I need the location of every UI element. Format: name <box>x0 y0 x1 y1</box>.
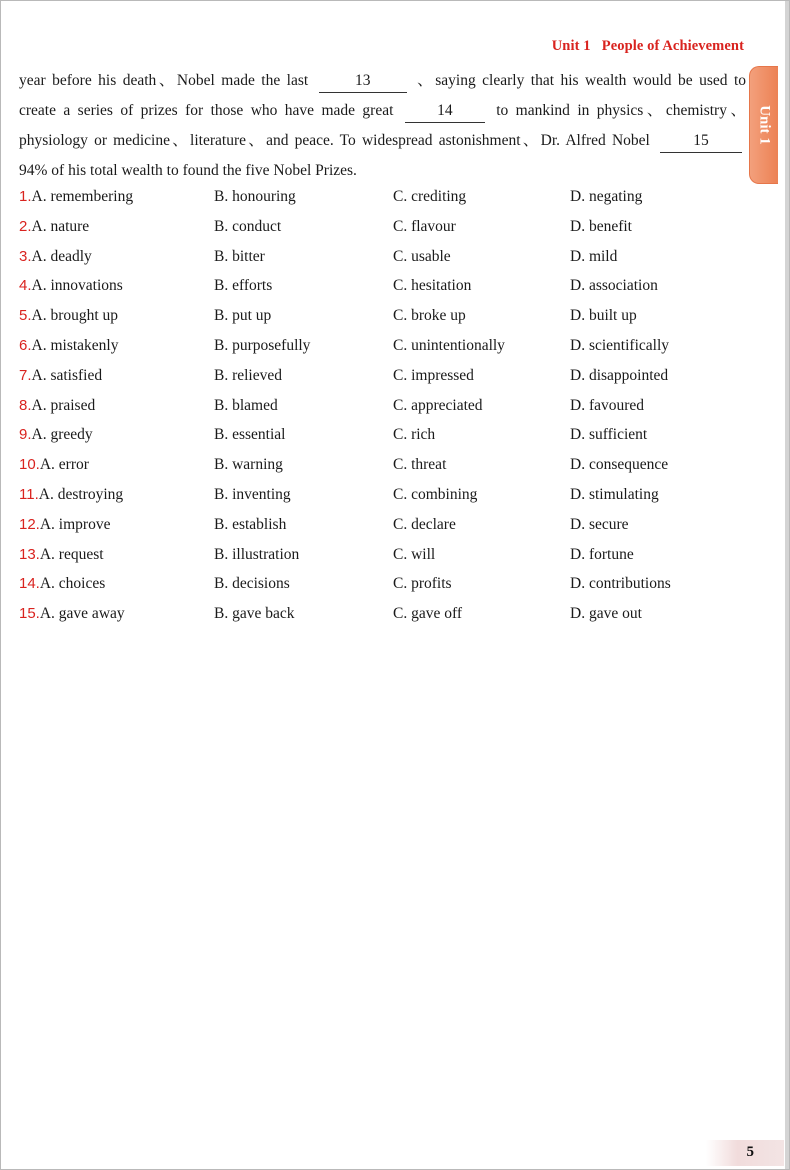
question-row <box>19 510 746 540</box>
option-a: 7.A. satisfied <box>19 366 103 384</box>
question-row <box>19 450 746 480</box>
side-tab-label: Unit 1 <box>756 105 773 145</box>
option-a: 2.A. nature <box>19 217 90 235</box>
question-number: 6. <box>19 336 32 354</box>
question-row <box>19 569 746 599</box>
passage-line-4: 94% of his total wealth to found the five Nobel Prizes. <box>19 162 357 179</box>
option-b: B. honouring <box>214 188 296 205</box>
question-row <box>19 182 746 212</box>
option-d: D. fortune <box>570 545 634 563</box>
question-number: 1. <box>19 188 32 205</box>
option-c: C. will <box>393 545 436 563</box>
question-number: 5. <box>19 307 32 325</box>
option-b: B. illustration <box>214 545 300 563</box>
option-c: C. usable <box>393 247 451 265</box>
option-a: 8.A. praised <box>19 396 96 414</box>
blank-14: 14 <box>405 100 485 123</box>
question-row <box>19 540 746 570</box>
unit-header <box>552 38 744 55</box>
question-number: 11. <box>19 485 39 503</box>
option-c: C. combining <box>393 485 478 503</box>
unit-title: People of Achievement <box>601 38 744 54</box>
question-number: 14. <box>19 575 40 593</box>
option-b: B. decisions <box>214 575 290 593</box>
option-b: B. warning <box>214 456 283 474</box>
option-d: D. sufficient <box>570 426 648 444</box>
question-row <box>19 242 746 272</box>
option-b: B. blamed <box>214 396 278 414</box>
option-c: C. rich <box>393 426 436 444</box>
option-d: D. disappointed <box>570 366 669 384</box>
question-number: 9. <box>19 426 32 444</box>
option-a: 9.A. greedy <box>19 426 93 444</box>
option-a: 1.A. remembering <box>19 188 134 205</box>
option-a: 3.A. deadly <box>19 247 92 265</box>
option-d: D. consequence <box>570 456 669 474</box>
option-d: D. contributions <box>570 575 671 593</box>
option-a: 14.A. choices <box>19 575 106 593</box>
option-b: B. purposefully <box>214 336 311 354</box>
option-c: C. impressed <box>393 366 474 384</box>
option-c: C. crediting <box>393 188 467 205</box>
blank-15: 15 <box>660 130 742 153</box>
question-number: 8. <box>19 396 32 414</box>
option-c: C. profits <box>393 575 452 593</box>
cloze-passage <box>19 66 746 186</box>
option-a: 6.A. mistakenly <box>19 336 119 354</box>
option-b: B. efforts <box>214 277 273 295</box>
option-d: D. built up <box>570 307 637 325</box>
option-b: B. essential <box>214 426 286 444</box>
option-b: B. gave back <box>214 605 295 623</box>
question-row <box>19 331 746 361</box>
option-d: D. favoured <box>570 396 645 414</box>
unit-label: Unit 1 <box>551 38 591 54</box>
option-b: B. bitter <box>214 247 265 265</box>
question-number: 4. <box>19 277 32 295</box>
question-row <box>19 420 746 450</box>
passage-line-1: year before his death、Nobel made the last 13 、saying clearly that his wealth would be used to <box>19 66 746 96</box>
option-a: 13.A. request <box>19 545 104 563</box>
option-b: B. put up <box>214 307 272 325</box>
question-row <box>19 212 746 242</box>
option-b: B. relieved <box>214 366 283 384</box>
option-d: D. mild <box>570 247 618 265</box>
option-a: 11.A. destroying <box>19 485 124 503</box>
option-b: B. conduct <box>214 217 282 235</box>
page-number: 5 <box>746 1144 754 1160</box>
option-b: B. establish <box>214 515 287 533</box>
question-row <box>19 480 746 510</box>
passage-line-2: create a series of prizes for those who have made great 14 to mankind in physics、chemistry、 <box>19 96 746 126</box>
option-d: D. gave out <box>570 605 642 623</box>
option-d: D. benefit <box>570 217 632 235</box>
option-c: C. appreciated <box>393 396 483 414</box>
question-row <box>19 361 746 391</box>
option-d: D. association <box>570 277 658 295</box>
option-d: D. scientifically <box>570 336 669 354</box>
option-b: B. inventing <box>214 485 291 503</box>
question-number: 2. <box>19 217 32 235</box>
blank-13: 13 <box>319 70 407 93</box>
option-c: C. threat <box>393 456 447 474</box>
question-row <box>19 271 746 301</box>
option-c: C. declare <box>393 515 456 533</box>
option-d: D. negating <box>570 188 643 205</box>
question-row <box>19 301 746 331</box>
option-c: C. broke up <box>393 307 466 325</box>
option-a: 4.A. innovations <box>19 277 123 295</box>
option-a: 15.A. gave away <box>19 605 125 623</box>
option-c: C. flavour <box>393 217 456 235</box>
option-c: C. hesitation <box>393 277 472 295</box>
option-a: 12.A. improve <box>19 515 111 533</box>
passage-line-3: physiology or medicine、literature、and peace. To widespread astonishment、Dr. Alfred Nobel 15 <box>19 126 746 156</box>
question-number: 3. <box>19 247 32 265</box>
option-c: C. gave off <box>393 605 463 623</box>
option-c: C. unintentionally <box>393 336 505 354</box>
option-a: 10.A. error <box>19 456 89 474</box>
unit-side-tab <box>749 66 778 184</box>
option-d: D. secure <box>570 515 629 533</box>
page-number-badge <box>706 1140 784 1166</box>
question-row <box>19 391 746 421</box>
question-number: 13. <box>19 545 40 563</box>
answer-options <box>19 182 746 629</box>
question-number: 10. <box>19 456 40 474</box>
question-number: 12. <box>19 515 40 533</box>
question-number: 7. <box>19 366 32 384</box>
question-row <box>19 599 746 629</box>
question-number: 15. <box>19 605 40 623</box>
option-a: 5.A. brought up <box>19 307 119 325</box>
option-d: D. stimulating <box>570 485 659 503</box>
